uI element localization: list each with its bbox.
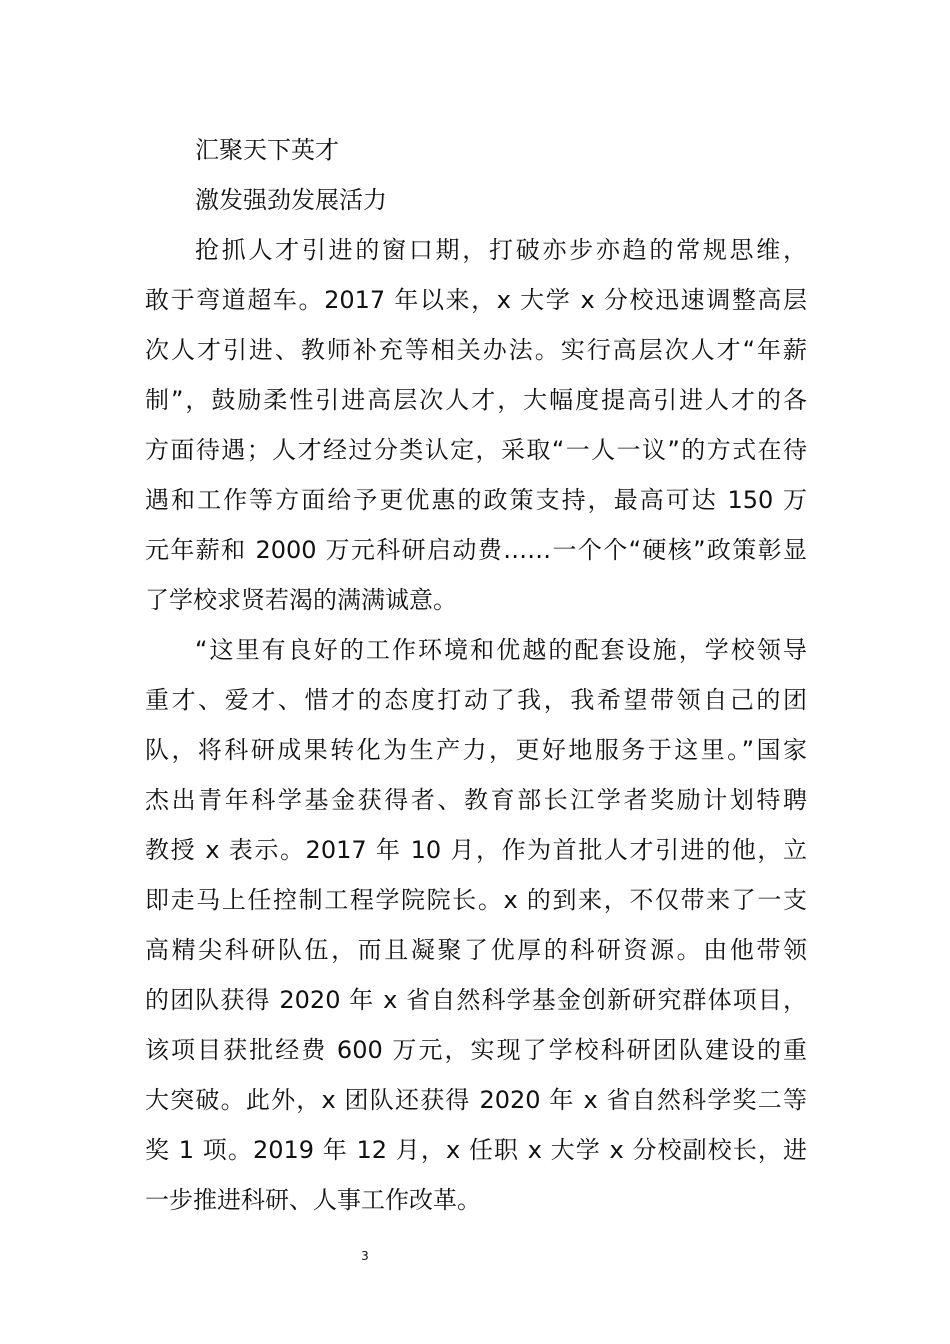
paragraph-1-line: 敢于弯道超车。2017 年以来，x 大学 x 分校迅速调整高层: [145, 286, 807, 314]
paragraph-1-line: 次人才引进、教师补充等相关办法。实行高层次人才“年薪: [145, 336, 807, 364]
page-number: 3: [361, 1249, 369, 1263]
paragraph-1-line: 制”，鼓励柔性引进高层次人才，大幅度提高引进人才的各: [145, 386, 807, 414]
heading-1: 汇聚天下英才: [195, 136, 339, 164]
paragraph-2-line: 重才、爱才、惜才的态度打动了我，我希望带领自己的团: [145, 686, 807, 714]
paragraph-2-line: “这里有良好的工作环境和优越的配套设施，学校领导: [195, 636, 807, 664]
paragraph-1-line: 方面待遇；人才经过分类认定，采取“一人一议”的方式在待: [145, 436, 807, 464]
paragraph-2-line: 杰出青年科学基金获得者、教育部长江学者奖励计划特聘: [145, 786, 807, 814]
paragraph-2-line: 教授 x 表示。2017 年 10 月，作为首批人才引进的他，立: [145, 836, 807, 864]
paragraph-2-line: 奖 1 项。2019 年 12 月，x 任职 x 大学 x 分校副校长，进: [145, 1136, 807, 1164]
paragraph-2-line: 该项目获批经费 600 万元，实现了学校科研团队建设的重: [145, 1036, 807, 1064]
paragraph-1-line: 抢抓人才引进的窗口期，打破亦步亦趋的常规思维，: [195, 236, 807, 264]
heading-2: 激发强劲发展活力: [195, 186, 387, 214]
paragraph-2-line: 一步推进科研、人事工作改革。: [145, 1186, 481, 1214]
paragraph-2-line: 队，将科研成果转化为生产力，更好地服务于这里。”国家: [145, 736, 807, 764]
paragraph-1-line: 了学校求贤若渴的满满诚意。: [145, 586, 457, 614]
paragraph-1-line: 遇和工作等方面给予更优惠的政策支持，最高可达 150 万: [145, 486, 807, 514]
paragraph-2-line: 大突破。此外，x 团队还获得 2020 年 x 省自然科学奖二等: [145, 1086, 807, 1114]
paragraph-2-line: 即走马上任控制工程学院院长。x 的到来，不仅带来了一支: [145, 886, 807, 914]
paragraph-2-line: 高精尖科研队伍，而且凝聚了优厚的科研资源。由他带领: [145, 936, 807, 964]
paragraph-1-line: 元年薪和 2000 万元科研启动费……一个个“硬核”政策彰显: [145, 536, 807, 564]
paragraph-2-line: 的团队获得 2020 年 x 省自然科学基金创新研究群体项目，: [145, 986, 807, 1014]
